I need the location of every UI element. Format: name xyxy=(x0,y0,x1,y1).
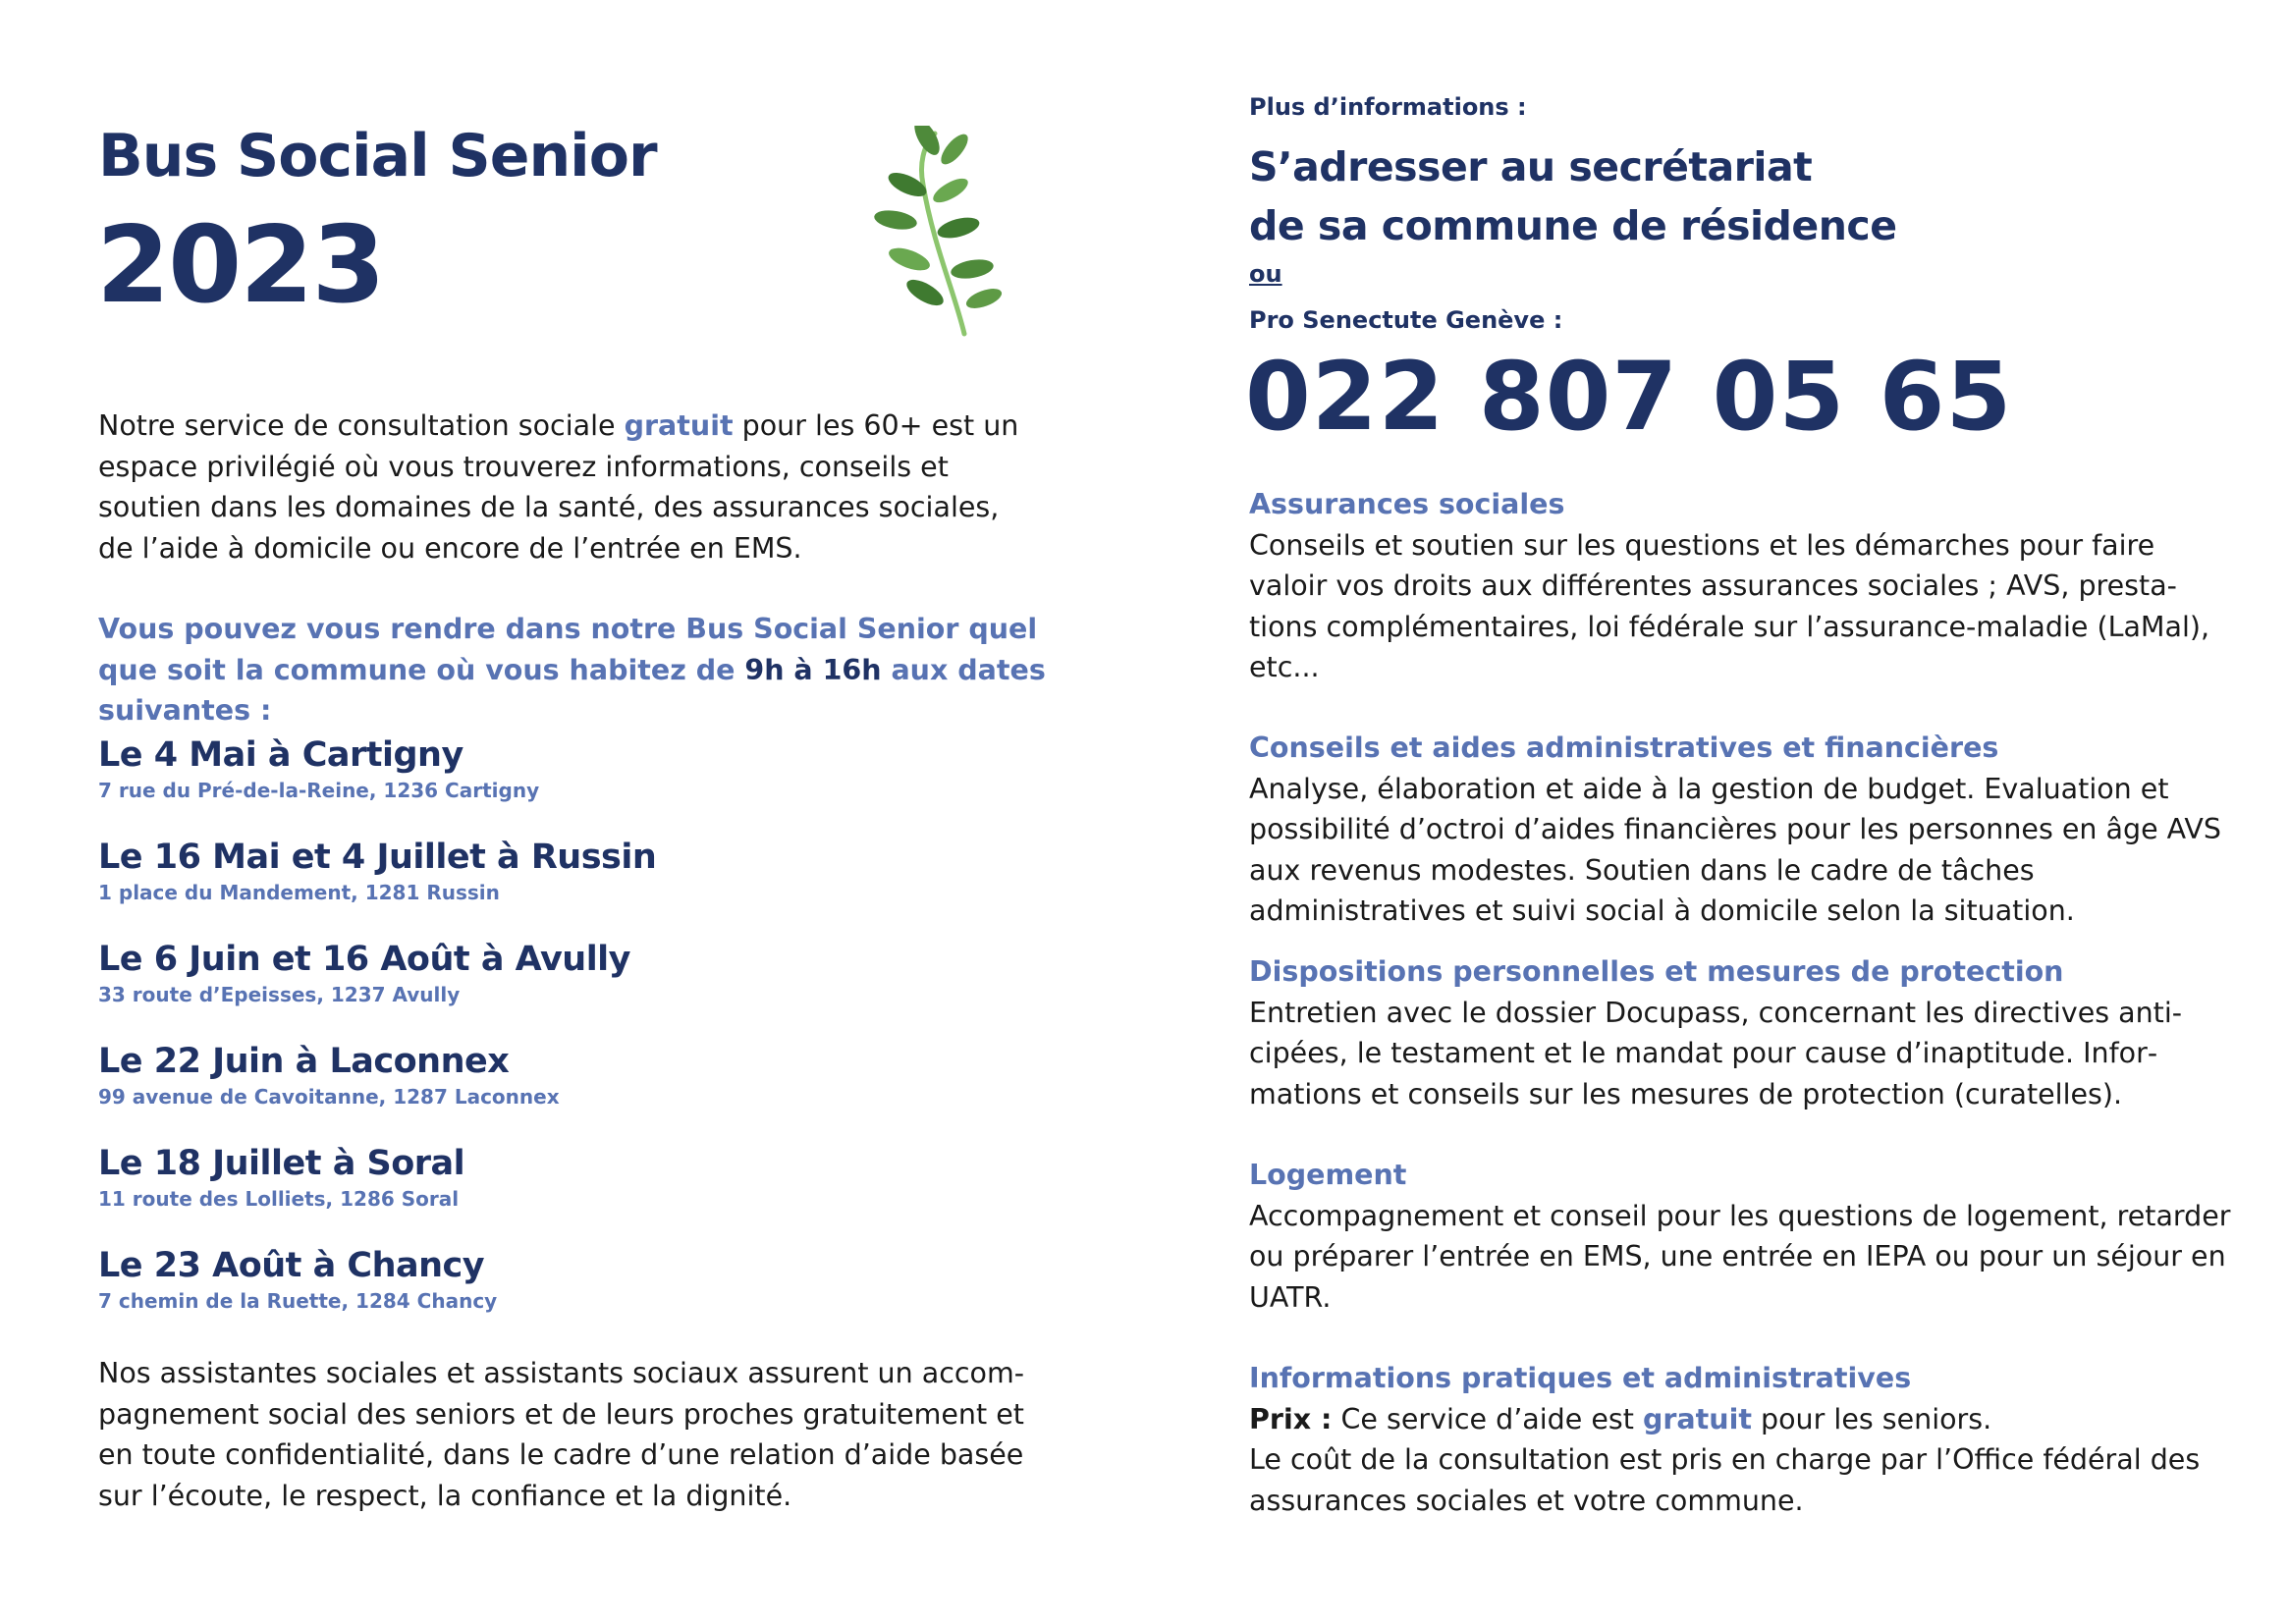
callout-start-time: 9h xyxy=(744,653,785,686)
price-line xyxy=(1249,1399,2231,1440)
section-dispositions xyxy=(1249,951,2231,1114)
list-item xyxy=(98,1243,982,1345)
section-conseils xyxy=(1249,728,2231,932)
or-label: ou xyxy=(1249,260,1282,288)
price-text-1: Ce service d’aide est xyxy=(1332,1402,1643,1435)
list-item xyxy=(98,1141,982,1243)
intro-text-2: pour les 60+ est un espace privilégié où vous trouverez informations, conseils et soutien dans les domaines de la santé, des assurances sociales, de l’aide à domicile ou encore de l’entrée en EMS. xyxy=(98,409,1019,565)
date-title: Le 23 Août à Chancy xyxy=(98,1246,485,1285)
intro-text-1: Notre service de consultation sociale xyxy=(98,409,625,442)
callout-between: à xyxy=(784,653,823,686)
list-item xyxy=(98,835,982,937)
schedule-callout xyxy=(98,609,1080,731)
section-title: Conseils et aides administratives et financières xyxy=(1249,731,1999,764)
section-body: Accompagnement et conseil pour les questions de logement, retarder ou préparer l’entrée en EMS, une entrée en IEPA ou pour un séjour en UATR. xyxy=(1249,1199,2231,1314)
callout-text-2: aux dates suivantes : xyxy=(98,653,1046,727)
date-title: Le 6 Juin et 16 Août à Avully xyxy=(98,940,630,979)
price-text-2: pour les seniors. xyxy=(1751,1402,1992,1435)
date-address: 33 route d’Epeisses, 1237 Avully xyxy=(98,983,461,1006)
date-address: 99 avenue de Cavoitanne, 1287 Laconnex xyxy=(98,1085,560,1109)
date-list xyxy=(98,732,982,1345)
olive-branch-icon xyxy=(864,126,1051,342)
date-address: 7 rue du Pré-de-la-Reine, 1236 Cartigny xyxy=(98,779,540,802)
section-title: Dispositions personnelles et mesures de protection xyxy=(1249,955,2064,988)
section-title: Informations pratiques et administratives xyxy=(1249,1362,1912,1394)
section-title: Assurances sociales xyxy=(1249,488,1565,520)
date-title: Le 16 Mai et 4 Juillet à Russin xyxy=(98,838,657,877)
outro-paragraph: Nos assistantes sociales et assistants sociaux assurent un accompagnement social des seniors et de leurs proches gratuitement et en toute confidentialité, dans le cadre d’une relation d’aide basée sur l’écoute, le respect, la confiance et la dignité. xyxy=(98,1357,1025,1512)
section-body: Analyse, élaboration et aide à la gestion de budget. Evaluation et possibilité d’octroi d’aides financières pour les personnes en âge AVS aux revenus modestes. Soutien dans le cadre de tâches administratives et suivi social à domicile selon la situation. xyxy=(1249,772,2221,927)
section-assurances xyxy=(1249,484,2231,688)
callout-end-time: 16h xyxy=(822,653,882,686)
intro-paragraph xyxy=(98,406,1041,568)
year-title: 2023 xyxy=(96,204,384,327)
contact-heading xyxy=(1249,137,2133,255)
cost-line: Le coût de la consultation est pris en charge par l’Office fédéral des assurances sociales et votre commune. xyxy=(1249,1443,2201,1517)
date-title: Le 18 Juillet à Soral xyxy=(98,1144,465,1183)
date-title: Le 4 Mai à Cartigny xyxy=(98,735,463,775)
price-highlight-free: gratuit xyxy=(1642,1402,1752,1435)
section-body: Entretien avec le dossier Docupass, concernant les directives anticipées, le testament et le mandat pour cause d’inaptitude. Informations et conseils sur les mesures de protection (curatelles). xyxy=(1249,996,2183,1110)
section-logement xyxy=(1249,1155,2231,1318)
date-title: Le 22 Juin à Laconnex xyxy=(98,1042,510,1081)
list-item xyxy=(98,937,982,1039)
date-address: 7 chemin de la Ruette, 1284 Chancy xyxy=(98,1289,498,1313)
contact-heading-line-2: de sa commune de résidence xyxy=(1249,202,1897,249)
callout-text-1: Vous pouvez vous rendre dans notre Bus Social Senior quel que soit la commune où vous habitez de xyxy=(98,613,1038,686)
contact-heading-line-1: S’adresser au secrétariat xyxy=(1249,143,1813,190)
date-address: 1 place du Mandement, 1281 Russin xyxy=(98,881,500,904)
pro-senectute-label: Pro Senectute Genève : xyxy=(1249,306,1563,334)
phone-number[interactable]: 022 807 05 65 xyxy=(1245,342,2013,452)
section-body: Conseils et soutien sur les questions et les démarches pour faire valoir vos droits aux différentes assurances sociales ; AVS, prestations complémentaires, loi fédérale sur l’assurance-maladie (LaMal), etc... xyxy=(1249,528,2210,683)
date-address: 11 route des Lolliets, 1286 Soral xyxy=(98,1187,460,1211)
more-info-label: Plus d’informations : xyxy=(1249,93,1527,121)
page-title: Bus Social Senior xyxy=(98,122,657,190)
section-title: Logement xyxy=(1249,1159,1407,1191)
list-item xyxy=(98,1039,982,1141)
intro-highlight-free: gratuit xyxy=(624,409,734,442)
price-label: Prix : xyxy=(1249,1402,1333,1435)
section-infos xyxy=(1249,1358,2231,1521)
list-item xyxy=(98,732,982,835)
